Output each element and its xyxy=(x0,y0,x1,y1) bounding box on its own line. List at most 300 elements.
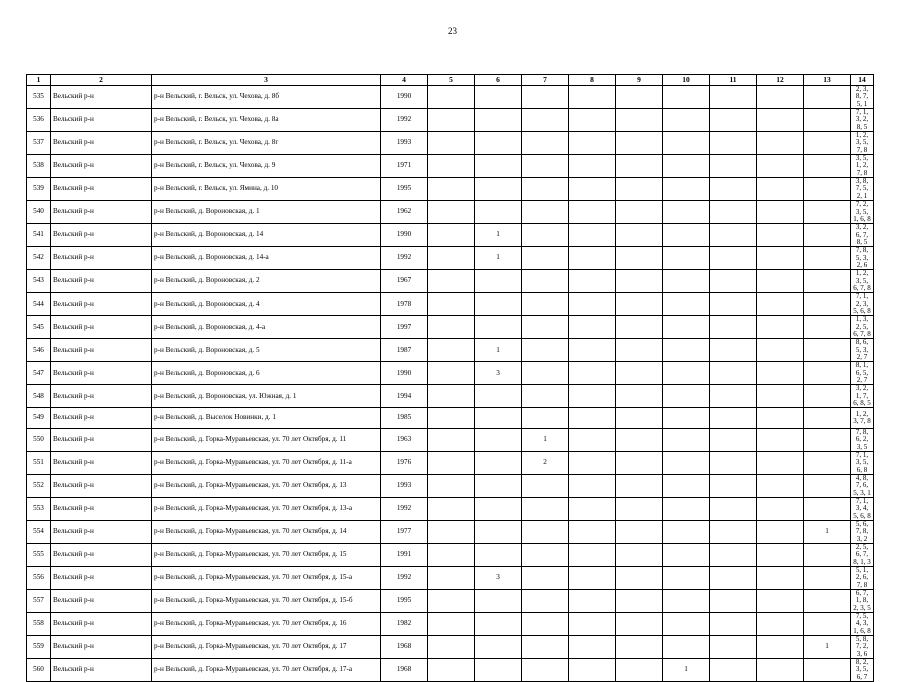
codes-cell: 8, 6, 5, 3, 2, 7 xyxy=(851,339,874,362)
address-cell: р-н Вельский, д. Вороновская, д. 14 xyxy=(152,224,381,247)
col-13-cell xyxy=(804,247,851,270)
district-cell: Вельский р-н xyxy=(51,316,152,339)
year-cell: 1992 xyxy=(381,497,428,520)
col-8-cell xyxy=(569,385,616,408)
row-number-cell: 541 xyxy=(27,224,51,247)
year-cell: 1992 xyxy=(381,247,428,270)
codes-cell: 7, 2, 3, 5, 1, 6, 8 xyxy=(851,201,874,224)
col-6-cell xyxy=(475,385,522,408)
address-cell: р-н Вельский, д. Вороновская, д. 2 xyxy=(152,270,381,293)
col-12-cell xyxy=(757,385,804,408)
col-6-cell: 1 xyxy=(475,224,522,247)
col-8-cell xyxy=(569,86,616,109)
col-10-cell xyxy=(663,451,710,474)
row-number-cell: 556 xyxy=(27,567,51,590)
col-5-cell xyxy=(428,293,475,316)
col-9-cell xyxy=(616,270,663,293)
col-12-cell xyxy=(757,224,804,247)
col-13-cell xyxy=(804,451,851,474)
col-11-cell xyxy=(710,362,757,385)
col-10-cell xyxy=(663,109,710,132)
year-cell: 1995 xyxy=(381,178,428,201)
col-6-cell xyxy=(475,132,522,155)
codes-cell: 1, 3, 2, 5, 6, 7, 8 xyxy=(851,316,874,339)
row-number-cell: 546 xyxy=(27,339,51,362)
district-cell: Вельский р-н xyxy=(51,659,152,682)
col-5-cell xyxy=(428,316,475,339)
col-9-cell xyxy=(616,567,663,590)
col-10-cell xyxy=(663,636,710,659)
row-number-cell: 538 xyxy=(27,155,51,178)
col-13-cell: 1 xyxy=(804,636,851,659)
row-number-cell: 551 xyxy=(27,451,51,474)
col-13-cell xyxy=(804,590,851,613)
district-cell: Вельский р-н xyxy=(51,247,152,270)
col-12-cell xyxy=(757,86,804,109)
col-9-cell xyxy=(616,201,663,224)
col-5-cell xyxy=(428,109,475,132)
col-11-cell xyxy=(710,636,757,659)
year-cell: 1990 xyxy=(381,86,428,109)
col-12-cell xyxy=(757,270,804,293)
col-10-cell xyxy=(663,86,710,109)
address-cell: р-н Вельский, д. Горка-Муравьевская, ул. 70 лет Октября, д. 13-а xyxy=(152,497,381,520)
codes-cell: 2, 5, 6, 7, 8, 1, 3 xyxy=(851,543,874,566)
column-header-2: 2 xyxy=(51,75,152,86)
district-cell: Вельский р-н xyxy=(51,86,152,109)
col-8-cell xyxy=(569,451,616,474)
col-9-cell xyxy=(616,408,663,428)
codes-cell: 5, 6, 7, 8, 3, 2 xyxy=(851,520,874,543)
col-8-cell xyxy=(569,109,616,132)
col-7-cell xyxy=(522,362,569,385)
row-number-cell: 545 xyxy=(27,316,51,339)
codes-cell: 3, 2, 1, 7, 6, 8, 5 xyxy=(851,385,874,408)
col-13-cell xyxy=(804,178,851,201)
col-6-cell xyxy=(475,316,522,339)
page-number: 23 xyxy=(448,26,457,36)
table-row xyxy=(27,132,874,155)
col-8-cell xyxy=(569,428,616,451)
row-number-cell: 557 xyxy=(27,590,51,613)
year-cell: 1992 xyxy=(381,567,428,590)
table-row xyxy=(27,178,874,201)
col-7-cell xyxy=(522,636,569,659)
address-cell: р-н Вельский, д. Вороновская, д. 6 xyxy=(152,362,381,385)
col-5-cell xyxy=(428,132,475,155)
col-13-cell: 1 xyxy=(804,520,851,543)
col-10-cell: 1 xyxy=(663,659,710,682)
table-row xyxy=(27,293,874,316)
district-cell: Вельский р-н xyxy=(51,385,152,408)
col-7-cell xyxy=(522,497,569,520)
year-cell: 1978 xyxy=(381,293,428,316)
col-11-cell xyxy=(710,659,757,682)
table-row xyxy=(27,339,874,362)
row-number-cell: 537 xyxy=(27,132,51,155)
col-13-cell xyxy=(804,385,851,408)
col-9-cell xyxy=(616,543,663,566)
row-number-cell: 559 xyxy=(27,636,51,659)
year-cell: 1967 xyxy=(381,270,428,293)
column-header-13: 13 xyxy=(804,75,851,86)
address-cell: р-н Вельский, д. Горка-Муравьевская, ул. 70 лет Октября, д. 17-а xyxy=(152,659,381,682)
codes-cell: 1, 2, 3, 5, 6, 7, 8 xyxy=(851,270,874,293)
col-9-cell xyxy=(616,636,663,659)
col-13-cell xyxy=(804,224,851,247)
col-7-cell xyxy=(522,247,569,270)
row-number-cell: 550 xyxy=(27,428,51,451)
address-cell: р-н Вельский, г. Вельск, ул. Чехова, д. 8б xyxy=(152,86,381,109)
col-7-cell xyxy=(522,270,569,293)
col-13-cell xyxy=(804,316,851,339)
district-cell: Вельский р-н xyxy=(51,613,152,636)
col-13-cell xyxy=(804,155,851,178)
col-12-cell xyxy=(757,293,804,316)
col-11-cell xyxy=(710,567,757,590)
col-9-cell xyxy=(616,451,663,474)
codes-cell: 7, 5, 4, 3, 1, 6, 8 xyxy=(851,613,874,636)
col-7-cell xyxy=(522,567,569,590)
col-12-cell xyxy=(757,613,804,636)
col-7-cell xyxy=(522,155,569,178)
col-13-cell xyxy=(804,86,851,109)
col-11-cell xyxy=(710,132,757,155)
col-11-cell xyxy=(710,109,757,132)
col-5-cell xyxy=(428,590,475,613)
district-cell: Вельский р-н xyxy=(51,474,152,497)
column-header-10: 10 xyxy=(663,75,710,86)
col-8-cell xyxy=(569,408,616,428)
table-row xyxy=(27,201,874,224)
district-cell: Вельский р-н xyxy=(51,362,152,385)
col-8-cell xyxy=(569,659,616,682)
table-row xyxy=(27,497,874,520)
address-cell: р-н Вельский, д. Горка-Муравьевская, ул. 70 лет Октября, д. 15-а xyxy=(152,567,381,590)
col-8-cell xyxy=(569,316,616,339)
col-8-cell xyxy=(569,497,616,520)
col-8-cell xyxy=(569,224,616,247)
col-11-cell xyxy=(710,590,757,613)
row-number-cell: 542 xyxy=(27,247,51,270)
year-cell: 1991 xyxy=(381,543,428,566)
col-12-cell xyxy=(757,428,804,451)
address-cell: р-н Вельский, г. Вельск, ул. Ямина, д. 10 xyxy=(152,178,381,201)
row-number-cell: 539 xyxy=(27,178,51,201)
col-9-cell xyxy=(616,659,663,682)
year-cell: 1982 xyxy=(381,613,428,636)
col-7-cell xyxy=(522,520,569,543)
district-cell: Вельский р-н xyxy=(51,567,152,590)
col-6-cell xyxy=(475,293,522,316)
col-5-cell xyxy=(428,385,475,408)
col-6-cell: 1 xyxy=(475,247,522,270)
col-9-cell xyxy=(616,428,663,451)
row-number-cell: 560 xyxy=(27,659,51,682)
address-cell: р-н Вельский, д. Выселок Новинки, д. 1 xyxy=(152,408,381,428)
col-5-cell xyxy=(428,543,475,566)
col-9-cell xyxy=(616,497,663,520)
address-cell: р-н Вельский, д. Горка-Муравьевская, ул. 70 лет Октября, д. 11 xyxy=(152,428,381,451)
district-cell: Вельский р-н xyxy=(51,543,152,566)
col-8-cell xyxy=(569,362,616,385)
row-number-cell: 553 xyxy=(27,497,51,520)
col-13-cell xyxy=(804,474,851,497)
col-7-cell xyxy=(522,408,569,428)
col-7-cell xyxy=(522,474,569,497)
col-11-cell xyxy=(710,339,757,362)
col-7-cell xyxy=(522,316,569,339)
year-cell: 1968 xyxy=(381,659,428,682)
codes-cell: 3, 2, 6, 7, 8, 5 xyxy=(851,224,874,247)
col-5-cell xyxy=(428,86,475,109)
year-cell: 1962 xyxy=(381,201,428,224)
col-12-cell xyxy=(757,636,804,659)
table-row xyxy=(27,224,874,247)
col-8-cell xyxy=(569,155,616,178)
row-number-cell: 548 xyxy=(27,385,51,408)
table-row xyxy=(27,613,874,636)
col-6-cell xyxy=(475,451,522,474)
col-13-cell xyxy=(804,408,851,428)
col-12-cell xyxy=(757,474,804,497)
district-cell: Вельский р-н xyxy=(51,270,152,293)
col-8-cell xyxy=(569,543,616,566)
col-9-cell xyxy=(616,109,663,132)
col-13-cell xyxy=(804,293,851,316)
table-row xyxy=(27,270,874,293)
table-row xyxy=(27,385,874,408)
year-cell: 1963 xyxy=(381,428,428,451)
col-8-cell xyxy=(569,590,616,613)
table-row xyxy=(27,567,874,590)
col-12-cell xyxy=(757,155,804,178)
col-6-cell: 3 xyxy=(475,567,522,590)
col-5-cell xyxy=(428,613,475,636)
col-8-cell xyxy=(569,293,616,316)
table-row xyxy=(27,636,874,659)
col-9-cell xyxy=(616,132,663,155)
col-10-cell xyxy=(663,270,710,293)
address-cell: р-н Вельский, д. Горка-Муравьевская, ул. 70 лет Октября, д. 14 xyxy=(152,520,381,543)
col-12-cell xyxy=(757,132,804,155)
codes-cell: 7, 1, 2, 3, 5, 6, 8 xyxy=(851,293,874,316)
col-12-cell xyxy=(757,659,804,682)
col-9-cell xyxy=(616,155,663,178)
col-12-cell xyxy=(757,497,804,520)
col-7-cell xyxy=(522,339,569,362)
col-9-cell xyxy=(616,316,663,339)
column-header-8: 8 xyxy=(569,75,616,86)
district-cell: Вельский р-н xyxy=(51,109,152,132)
column-header-7: 7 xyxy=(522,75,569,86)
col-13-cell xyxy=(804,339,851,362)
col-12-cell xyxy=(757,201,804,224)
col-11-cell xyxy=(710,155,757,178)
column-header-5: 5 xyxy=(428,75,475,86)
col-5-cell xyxy=(428,178,475,201)
table-row xyxy=(27,109,874,132)
address-cell: р-н Вельский, г. Вельск, ул. Чехова, д. 8г xyxy=(152,132,381,155)
col-7-cell xyxy=(522,109,569,132)
col-9-cell xyxy=(616,86,663,109)
table-row xyxy=(27,659,874,682)
row-number-cell: 535 xyxy=(27,86,51,109)
col-11-cell xyxy=(710,474,757,497)
register-table xyxy=(26,74,874,682)
col-9-cell xyxy=(616,293,663,316)
col-10-cell xyxy=(663,293,710,316)
col-6-cell xyxy=(475,590,522,613)
col-12-cell xyxy=(757,520,804,543)
col-5-cell xyxy=(428,201,475,224)
column-header-3: 3 xyxy=(152,75,381,86)
col-10-cell xyxy=(663,178,710,201)
col-6-cell xyxy=(475,520,522,543)
col-10-cell xyxy=(663,224,710,247)
col-12-cell xyxy=(757,543,804,566)
col-12-cell xyxy=(757,362,804,385)
col-10-cell xyxy=(663,590,710,613)
col-10-cell xyxy=(663,613,710,636)
col-6-cell xyxy=(475,543,522,566)
col-13-cell xyxy=(804,270,851,293)
codes-cell: 3, 8, 7, 5, 2, 1 xyxy=(851,178,874,201)
year-cell: 1993 xyxy=(381,474,428,497)
address-cell: р-н Вельский, д. Вороновская, д. 1 xyxy=(152,201,381,224)
column-header-6: 6 xyxy=(475,75,522,86)
col-7-cell xyxy=(522,86,569,109)
col-8-cell xyxy=(569,339,616,362)
col-12-cell xyxy=(757,109,804,132)
col-13-cell xyxy=(804,428,851,451)
col-9-cell xyxy=(616,385,663,408)
address-cell: р-н Вельский, г. Вельск, ул. Чехова, д. 9 xyxy=(152,155,381,178)
col-6-cell xyxy=(475,474,522,497)
year-cell: 1994 xyxy=(381,385,428,408)
col-12-cell xyxy=(757,408,804,428)
column-header-11: 11 xyxy=(710,75,757,86)
col-11-cell xyxy=(710,247,757,270)
col-12-cell xyxy=(757,590,804,613)
codes-cell: 7, 8, 6, 2, 3, 5 xyxy=(851,428,874,451)
codes-cell: 1, 2, 3, 5, 7, 8 xyxy=(851,132,874,155)
row-number-cell: 536 xyxy=(27,109,51,132)
col-5-cell xyxy=(428,497,475,520)
col-6-cell xyxy=(475,201,522,224)
col-10-cell xyxy=(663,385,710,408)
address-cell: р-н Вельский, д. Горка-Муравьевская, ул. 70 лет Октября, д. 17 xyxy=(152,636,381,659)
col-6-cell xyxy=(475,155,522,178)
col-11-cell xyxy=(710,178,757,201)
column-header-9: 9 xyxy=(616,75,663,86)
col-8-cell xyxy=(569,636,616,659)
year-cell: 1985 xyxy=(381,408,428,428)
col-10-cell xyxy=(663,316,710,339)
col-6-cell xyxy=(475,497,522,520)
col-13-cell xyxy=(804,109,851,132)
district-cell: Вельский р-н xyxy=(51,428,152,451)
col-5-cell xyxy=(428,659,475,682)
col-6-cell xyxy=(475,428,522,451)
address-cell: р-н Вельский, д. Вороновская, д. 4-а xyxy=(152,316,381,339)
col-10-cell xyxy=(663,362,710,385)
col-5-cell xyxy=(428,362,475,385)
row-number-cell: 558 xyxy=(27,613,51,636)
table-row xyxy=(27,155,874,178)
year-cell: 1990 xyxy=(381,224,428,247)
col-7-cell xyxy=(522,385,569,408)
col-5-cell xyxy=(428,408,475,428)
district-cell: Вельский р-н xyxy=(51,155,152,178)
col-11-cell xyxy=(710,293,757,316)
row-number-cell: 552 xyxy=(27,474,51,497)
codes-cell: 6, 7, 1, 8, 2, 3, 5 xyxy=(851,590,874,613)
col-7-cell xyxy=(522,178,569,201)
col-5-cell xyxy=(428,520,475,543)
address-cell: р-н Вельский, д. Горка-Муравьевская, ул. 70 лет Октября, д. 16 xyxy=(152,613,381,636)
col-11-cell xyxy=(710,497,757,520)
col-11-cell xyxy=(710,201,757,224)
col-6-cell: 1 xyxy=(475,339,522,362)
codes-cell: 5, 1, 2, 6, 7, 8 xyxy=(851,567,874,590)
year-cell: 1976 xyxy=(381,451,428,474)
year-cell: 1971 xyxy=(381,155,428,178)
district-cell: Вельский р-н xyxy=(51,132,152,155)
district-cell: Вельский р-н xyxy=(51,293,152,316)
col-6-cell xyxy=(475,636,522,659)
col-6-cell xyxy=(475,178,522,201)
col-5-cell xyxy=(428,339,475,362)
col-7-cell xyxy=(522,543,569,566)
col-8-cell xyxy=(569,270,616,293)
col-6-cell xyxy=(475,408,522,428)
table-row xyxy=(27,451,874,474)
col-10-cell xyxy=(663,474,710,497)
row-number-cell: 555 xyxy=(27,543,51,566)
col-6-cell xyxy=(475,109,522,132)
col-5-cell xyxy=(428,224,475,247)
address-cell: р-н Вельский, д. Горка-Муравьевская, ул. 70 лет Октября, д. 15-б xyxy=(152,590,381,613)
col-5-cell xyxy=(428,247,475,270)
col-13-cell xyxy=(804,567,851,590)
address-cell: р-н Вельский, д. Вороновская, д. 4 xyxy=(152,293,381,316)
col-12-cell xyxy=(757,178,804,201)
col-8-cell xyxy=(569,520,616,543)
col-13-cell xyxy=(804,362,851,385)
col-7-cell xyxy=(522,659,569,682)
table-row xyxy=(27,590,874,613)
codes-cell: 1, 2, 3, 7, 8 xyxy=(851,408,874,428)
col-7-cell xyxy=(522,224,569,247)
address-cell: р-н Вельский, д. Горка-Муравьевская, ул. 70 лет Октября, д. 15 xyxy=(152,543,381,566)
row-number-cell: 540 xyxy=(27,201,51,224)
col-10-cell xyxy=(663,155,710,178)
col-10-cell xyxy=(663,132,710,155)
year-cell: 1968 xyxy=(381,636,428,659)
codes-cell: 7, 1, 3, 4, 5, 6, 8 xyxy=(851,497,874,520)
col-8-cell xyxy=(569,474,616,497)
table-row xyxy=(27,247,874,270)
col-11-cell xyxy=(710,270,757,293)
district-cell: Вельский р-н xyxy=(51,224,152,247)
col-12-cell xyxy=(757,247,804,270)
column-header-1: 1 xyxy=(27,75,51,86)
table-row xyxy=(27,428,874,451)
col-11-cell xyxy=(710,613,757,636)
col-10-cell xyxy=(663,428,710,451)
table-row xyxy=(27,362,874,385)
